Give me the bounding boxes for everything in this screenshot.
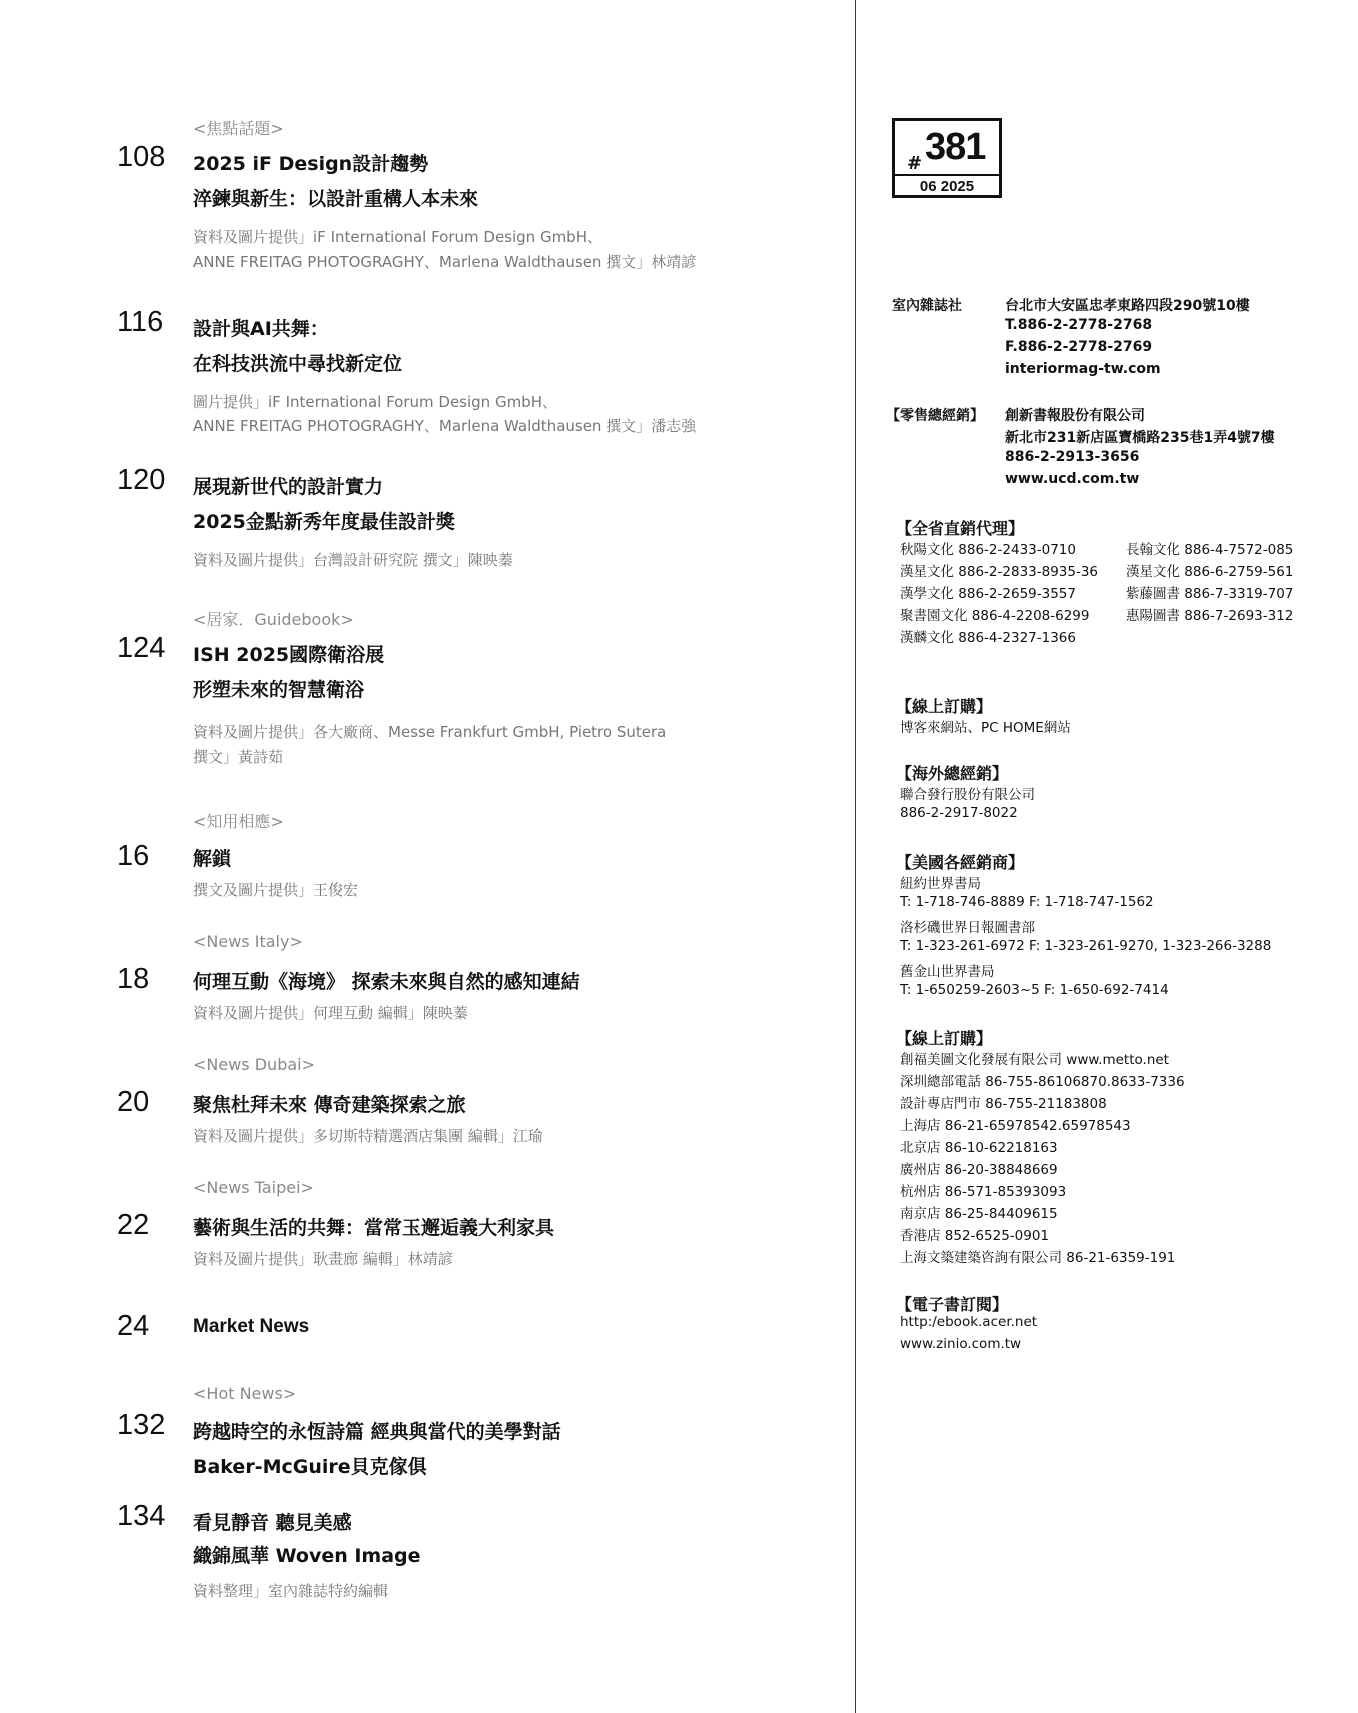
article-credit: 圖片提供」iF International Forum Design GmbH、 bbox=[193, 393, 557, 411]
agent-item: 長翰文化 886-4-7572-085 bbox=[1126, 542, 1294, 558]
article-title: Market News bbox=[193, 1316, 310, 1337]
section-label: <News Dubai> bbox=[193, 1055, 315, 1074]
article-subtitle: 織錦風華 Woven Image bbox=[193, 1545, 421, 1567]
article-title: 設計與AI共舞： bbox=[193, 318, 329, 340]
usa-item: T: 1-650259-2603~5 F: 1-650-692-7414 bbox=[900, 982, 1169, 998]
article-credit: 資料及圖片提供」各大廠商、Messe Frankfurt GmbH, Pietro Sutera bbox=[193, 723, 667, 741]
usa-item: T: 1-323-261-6972 F: 1-323-261-9270, 1-323-266-3288 bbox=[900, 938, 1272, 954]
agent-item: 紫藤圖書 886-7-3319-707 bbox=[1126, 586, 1294, 602]
article-subtitle: Baker-McGuire貝克傢俱 bbox=[193, 1456, 427, 1478]
online-order-heading: 【線上訂購】 bbox=[896, 697, 993, 716]
article-title: 看見靜音 聽見美感 bbox=[193, 1512, 352, 1534]
overseas-item: 886-2-2917-8022 bbox=[900, 805, 1018, 821]
page-number: 22 bbox=[117, 1209, 150, 1241]
ebook-link[interactable]: www.zinio.com.tw bbox=[900, 1336, 1022, 1352]
agent-item: 秋陽文化 886-2-2433-0710 bbox=[900, 542, 1076, 558]
agent-item: 漢學文化 886-2-2659-3557 bbox=[900, 586, 1076, 602]
issue-date: 06 2025 bbox=[919, 178, 975, 195]
issue-badge bbox=[892, 118, 1002, 198]
agent-item: 惠陽圖書 886-7-2693-312 bbox=[1126, 608, 1294, 624]
overseas-heading: 【海外總經銷】 bbox=[896, 764, 1009, 783]
page-number: 20 bbox=[117, 1086, 150, 1118]
ebook-heading: 【電子書訂閱】 bbox=[896, 1295, 1009, 1314]
article-subtitle: 2025金點新秀年度最佳設計獎 bbox=[193, 511, 455, 533]
online-order-item: 廣州店 86-20-38848669 bbox=[900, 1162, 1058, 1178]
publisher-phone: T.886-2-2778-2768 bbox=[1005, 317, 1153, 333]
retail-label: 【零售總經銷】 bbox=[886, 408, 984, 424]
page-number: 132 bbox=[117, 1409, 166, 1441]
section-label: <Hot News> bbox=[193, 1384, 297, 1403]
page-number: 134 bbox=[117, 1500, 166, 1532]
article-credit: ANNE FREITAG PHOTOGRAGHY、Marlena Waldthausen 撰文」潘志強 bbox=[193, 417, 697, 435]
retail-address: 新北市231新店區寶橋路235巷1弄4號7樓 bbox=[1005, 430, 1275, 446]
section-label: <居家．Guidebook> bbox=[193, 610, 354, 629]
usa-item: T: 1-718-746-8889 F: 1-718-747-1562 bbox=[900, 894, 1154, 910]
online-order-item: 設計專店門市 86-755-21183808 bbox=[900, 1096, 1107, 1112]
article-title: 跨越時空的永恆詩篇 經典與當代的美學對話 bbox=[193, 1421, 561, 1443]
section-label: <News Taipei> bbox=[193, 1178, 314, 1197]
agent-item: 聚書園文化 886-4-2208-6299 bbox=[900, 608, 1090, 624]
article-credit: 撰文」黃詩茹 bbox=[193, 748, 284, 766]
online-order-item: 創福美圖文化發展有限公司 www.metto.net bbox=[900, 1052, 1169, 1068]
page-number: 120 bbox=[117, 464, 166, 496]
article-credit: 資料及圖片提供」耿畫廊 編輯」林靖諺 bbox=[193, 1250, 453, 1268]
page-number: 116 bbox=[117, 306, 164, 338]
publisher-fax: F.886-2-2778-2769 bbox=[1005, 339, 1153, 355]
section-label: <知用相應> bbox=[193, 812, 284, 831]
article-credit: 資料及圖片提供」iF International Forum Design GmbH、 bbox=[193, 228, 602, 246]
article-credit: 資料及圖片提供」台灣設計研究院 撰文」陳映蓁 bbox=[193, 551, 513, 569]
online-order-item: 香港店 852-6525-0901 bbox=[900, 1228, 1050, 1244]
online-order-item: 博客來網站、PC HOME網站 bbox=[900, 720, 1071, 736]
article-title: 解鎖 bbox=[193, 848, 232, 870]
article-subtitle: 在科技洪流中尋找新定位 bbox=[193, 353, 403, 375]
retail-phone: 886-2-2913-3656 bbox=[1005, 449, 1140, 465]
issue-badge-rule bbox=[895, 174, 999, 176]
overseas-item: 聯合發行股份有限公司 bbox=[900, 787, 1035, 803]
retail-website[interactable]: www.ucd.com.tw bbox=[1005, 471, 1140, 487]
usa-item: 洛杉磯世界日報圖書部 bbox=[900, 920, 1035, 936]
page-number: 108 bbox=[117, 141, 166, 173]
agent-item: 漢星文化 886-2-2833-8935-36 bbox=[900, 564, 1099, 580]
agents-heading: 【全省直銷代理】 bbox=[896, 519, 1025, 538]
online-order-item: 北京店 86-10-62218163 bbox=[900, 1140, 1058, 1156]
online-order-item: 上海文築建築咨詢有限公司 86-21-6359-191 bbox=[900, 1250, 1176, 1266]
article-subtitle: 形塑未來的智慧衛浴 bbox=[193, 679, 365, 701]
usa-heading: 【美國各經銷商】 bbox=[896, 853, 1025, 872]
page-number: 124 bbox=[117, 632, 166, 664]
article-title: ISH 2025國際衛浴展 bbox=[193, 644, 385, 666]
page-number: 24 bbox=[117, 1310, 150, 1342]
publisher-address: 台北市大安區忠孝東路四段290號10樓 bbox=[1005, 298, 1250, 314]
online-order-heading: 【線上訂購】 bbox=[896, 1029, 993, 1048]
section-label: <News Italy> bbox=[193, 932, 303, 951]
issue-hash: # bbox=[907, 153, 923, 174]
article-title: 何理互動《海境》 探索未來與自然的感知連結 bbox=[193, 971, 580, 993]
ebook-link[interactable]: http:/ebook.acer.net bbox=[900, 1314, 1038, 1330]
publisher-website[interactable]: interiormag-tw.com bbox=[1005, 361, 1161, 377]
article-credit: 資料及圖片提供」何理互動 編輯」陳映蓁 bbox=[193, 1004, 468, 1022]
article-credit: 資料整理」室內雜誌特約編輯 bbox=[193, 1582, 389, 1600]
issue-number: 381 bbox=[925, 126, 986, 168]
article-credit: 撰文及圖片提供」王俊宏 bbox=[193, 881, 359, 899]
agent-item: 漢星文化 886-6-2759-561 bbox=[1126, 564, 1294, 580]
article-title: 聚焦杜拜未來 傳奇建築探索之旅 bbox=[193, 1094, 466, 1116]
page-number: 16 bbox=[117, 840, 150, 872]
publisher-label: 室內雜誌社 bbox=[892, 298, 962, 314]
retail-company: 創新書報股份有限公司 bbox=[1005, 408, 1145, 424]
article-subtitle: 淬鍊與新生：以設計重構人本未來 bbox=[193, 188, 479, 210]
page-number: 18 bbox=[117, 963, 150, 995]
column-divider bbox=[855, 0, 856, 1713]
article-credit: 資料及圖片提供」多切斯特精選酒店集團 編輯」江瑜 bbox=[193, 1127, 543, 1145]
usa-item: 紐約世界書局 bbox=[900, 876, 981, 892]
online-order-item: 南京店 86-25-84409615 bbox=[900, 1206, 1058, 1222]
usa-item: 舊金山世界書局 bbox=[900, 964, 995, 980]
article-title: 2025 iF Design設計趨勢 bbox=[193, 153, 429, 175]
article-title: 展現新世代的設計實力 bbox=[193, 476, 384, 498]
article-credit: ANNE FREITAG PHOTOGRAGHY、Marlena Waldthausen 撰文」林靖諺 bbox=[193, 253, 697, 271]
section-label: <焦點話題> bbox=[193, 119, 284, 138]
online-order-item: 上海店 86-21-65978542.65978543 bbox=[900, 1118, 1131, 1134]
online-order-item: 杭州店 86-571-85393093 bbox=[900, 1184, 1067, 1200]
agent-item: 漢麟文化 886-4-2327-1366 bbox=[900, 630, 1076, 646]
article-title: 藝術與生活的共舞：當常玉邂逅義大利家具 bbox=[193, 1217, 555, 1239]
online-order-item: 深圳總部電話 86-755-86106870.8633-7336 bbox=[900, 1074, 1185, 1090]
